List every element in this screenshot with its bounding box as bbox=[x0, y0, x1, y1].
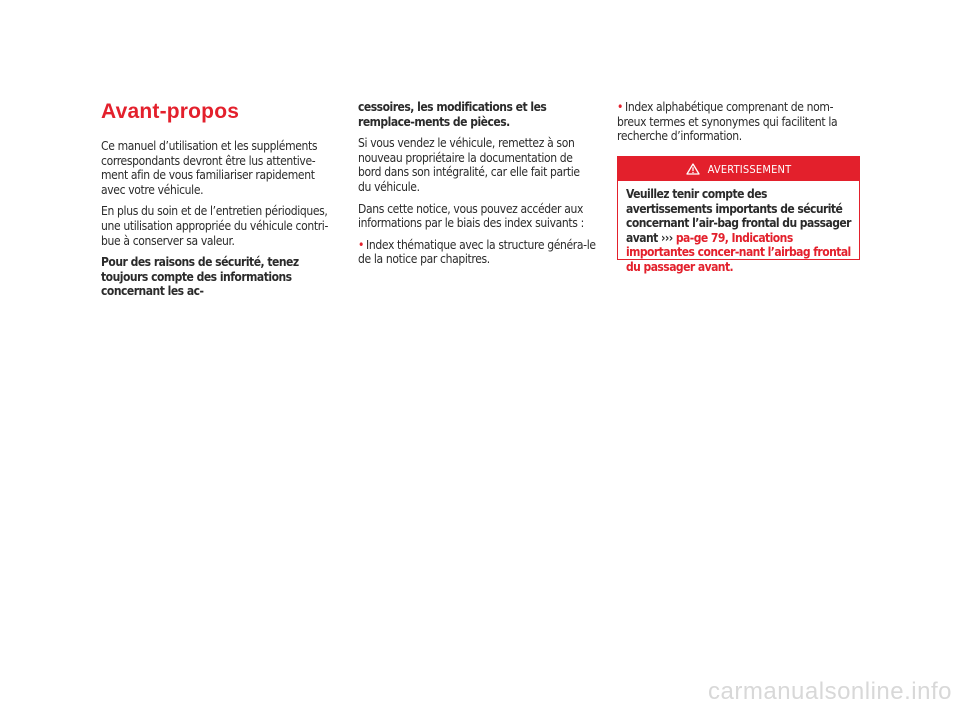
safety-paragraph-continued: cessoires, les modifications et les remplace-ments de pièces. bbox=[358, 100, 547, 129]
column-1 bbox=[101, 139, 341, 306]
safety-paragraph: Pour des raisons de sécurité, tenez toujours compte des informations concernant les ac- bbox=[101, 255, 299, 299]
warning-header-label: AVERTISSEMENT bbox=[707, 162, 792, 176]
bullet-text: Index alphabétique comprenant de nom-breux termes et synonymes qui facilitent la recherche d’information. bbox=[617, 100, 838, 144]
column-2 bbox=[358, 100, 598, 274]
watermark: carmanualsonline.info bbox=[708, 678, 952, 705]
intro-paragraph: Ce manuel d’utilisation et les suppléments correspondants devront être lus attentive-ment afin de vous familiariser rapidement avec votre véhicule. bbox=[101, 139, 318, 197]
bullet-alphabetic-index bbox=[617, 100, 853, 144]
link-arrow-icon: ››› bbox=[660, 230, 673, 245]
page-reference-link[interactable]: pa-ge 79, Indications importantes concer-nant l’airbag frontal du passager avant. bbox=[626, 230, 851, 274]
warning-triangle-icon bbox=[686, 163, 700, 175]
warning-text: Veuillez tenir compte des avertissements importants de sécurité concernant l’air-bag frontal du passager avant bbox=[626, 187, 851, 245]
bullet-icon: • bbox=[617, 100, 624, 114]
warning-body bbox=[618, 181, 859, 275]
bullet-thematic-index bbox=[358, 238, 598, 267]
page-title: Avant-propos bbox=[101, 100, 240, 123]
index-intro-paragraph: Dans cette notice, vous pouvez accéder aux informations par le biais des index suivants : bbox=[358, 201, 584, 231]
bullet-icon: • bbox=[358, 237, 365, 252]
warning-header bbox=[618, 157, 859, 181]
warning-box bbox=[617, 156, 860, 274]
care-paragraph: En plus du soin et de l’entretien périodiques, une utilisation appropriée du véhicule contri-bue à conserver sa valeur. bbox=[101, 204, 328, 248]
sale-paragraph: Si vous vendez le véhicule, remettez à son nouveau propriétaire la documentation de bord dans son intégralité, car elle fait partie du véhicule. bbox=[358, 136, 580, 194]
column-3 bbox=[617, 100, 861, 151]
bullet-text: Index thématique avec la structure généra-le de la notice par chapitres. bbox=[358, 237, 596, 267]
